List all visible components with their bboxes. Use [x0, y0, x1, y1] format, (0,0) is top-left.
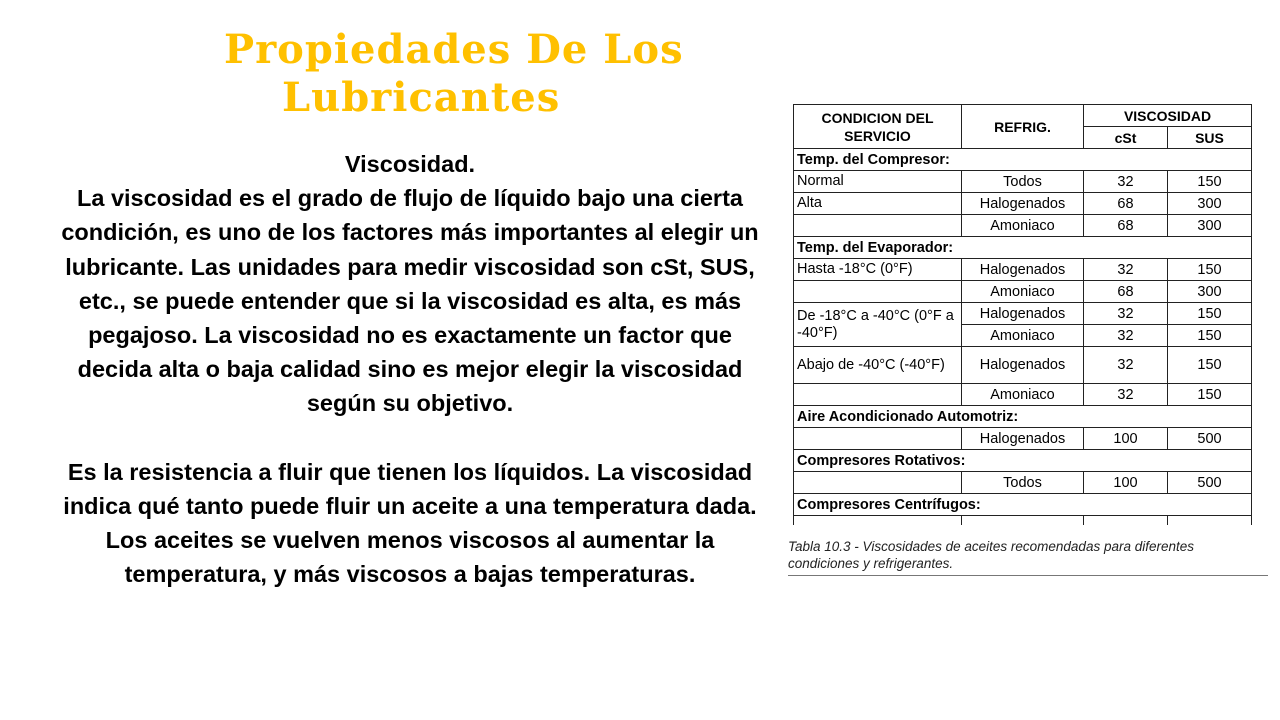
table-section-row: [794, 450, 1252, 472]
table-row: [794, 215, 1252, 237]
cell-condition: Normal: [794, 171, 962, 193]
cell-cst: 32: [1084, 303, 1168, 325]
cell-cst: 68: [1084, 281, 1168, 303]
cell-refrig: Todos: [962, 171, 1084, 193]
cell-refrig: Halogenados: [962, 347, 1084, 384]
section-compresor: Temp. del Compresor:: [794, 149, 1252, 171]
cell-sus: 150: [1168, 325, 1252, 347]
table-row: [794, 472, 1252, 494]
cell-sus: 150: [1168, 384, 1252, 406]
cell-sus: 150: [1168, 303, 1252, 325]
paragraph-gap: [48, 421, 772, 455]
cell-sus: 150: [1168, 259, 1252, 281]
cell-cst: 32: [1084, 259, 1168, 281]
table-caption: Tabla 10.3 - Viscosidades de aceites recomendadas para diferentes condiciones y refrigerantes.: [788, 538, 1268, 576]
cell-refrig: Amoniaco: [962, 281, 1084, 303]
cell-sus: 300: [1168, 193, 1252, 215]
table-row: [794, 428, 1252, 450]
slide-title-line-1: Propiedades De Los: [224, 26, 684, 73]
cell-sus: 150: [1168, 347, 1252, 384]
cell-condition-empty: [794, 472, 962, 494]
cell-condition: Abajo de -40°C (-40°F): [794, 347, 962, 384]
cell-refrig: Halogenados: [962, 428, 1084, 450]
table-row: [794, 303, 1252, 325]
cell-cst: 68: [1084, 215, 1168, 237]
cell-cst: 32: [1084, 384, 1168, 406]
cell-empty: [962, 516, 1084, 526]
section-rotativos: Compresores Rotativos:: [794, 450, 1252, 472]
cell-cst: 100: [1084, 428, 1168, 450]
table-section-row: [794, 149, 1252, 171]
cell-cst: 100: [1084, 472, 1168, 494]
cell-sus: 500: [1168, 428, 1252, 450]
header-sus: SUS: [1168, 127, 1252, 149]
body-text: [48, 147, 772, 591]
cell-condition: Hasta -18°C (0°F): [794, 259, 962, 281]
cell-refrig: Amoniaco: [962, 384, 1084, 406]
header-cst: cSt: [1084, 127, 1168, 149]
cell-condition: De -18°C a -40°C (0°F a -40°F): [794, 303, 962, 347]
cell-condition-empty: [794, 281, 962, 303]
slide-title: [224, 26, 744, 122]
section-aire: Aire Acondicionado Automotriz:: [794, 406, 1252, 428]
viscosity-paragraph-2: Es la resistencia a fluir que tienen los líquidos. La viscosidad indica qué tanto puede fluir un aceite a una temperatura dada. Los aceites se vuelven menos viscosos al aumentar la temperatura, y más viscosos a bajas temperaturas.: [63, 458, 757, 588]
table-section-row: [794, 406, 1252, 428]
table-section-row: [794, 237, 1252, 259]
cell-refrig: Todos: [962, 472, 1084, 494]
cell-condition-empty: [794, 384, 962, 406]
table-row: [794, 281, 1252, 303]
cell-condition: Alta: [794, 193, 962, 215]
cell-refrig: Halogenados: [962, 259, 1084, 281]
table-section-row: [794, 494, 1252, 516]
cell-cst: 32: [1084, 347, 1168, 384]
section-centrifugos: Compresores Centrífugos:: [794, 494, 1252, 516]
cell-condition-empty: [794, 215, 962, 237]
cell-empty: [1168, 516, 1252, 526]
cell-empty: [794, 516, 962, 526]
section-evaporador: Temp. del Evaporador:: [794, 237, 1252, 259]
cell-refrig: Halogenados: [962, 303, 1084, 325]
viscosity-heading: Viscosidad.: [344, 151, 476, 177]
table-row: [794, 347, 1252, 384]
header-condition: CONDICION DEL SERVICIO: [794, 105, 962, 149]
cell-sus: 150: [1168, 171, 1252, 193]
cell-sus: 500: [1168, 472, 1252, 494]
cell-sus: 300: [1168, 281, 1252, 303]
table-row: [794, 193, 1252, 215]
table-row: [794, 171, 1252, 193]
cell-refrig: Amoniaco: [962, 325, 1084, 347]
header-refrig: REFRIG.: [962, 105, 1084, 149]
table-row: [794, 384, 1252, 406]
cell-cst: 68: [1084, 193, 1168, 215]
cell-empty: [1084, 516, 1168, 526]
viscosity-table: [793, 104, 1252, 525]
table-header-row: [794, 105, 1252, 127]
viscosity-paragraph-1: La viscosidad es el grado de flujo de líquido bajo una cierta condición, es uno de los factores más importantes al elegir un lubricante. Las unidades para medir viscosidad son cSt, SUS, etc., se puede entender que si la viscosidad es alta, es más pegajoso. La viscosidad no es exactamente un factor que decida alta o baja calidad sino es mejor elegir la viscosidad según su objetivo.: [61, 185, 759, 417]
viscosity-table-container: [793, 104, 1251, 525]
cell-refrig: Halogenados: [962, 193, 1084, 215]
cell-sus: 300: [1168, 215, 1252, 237]
header-viscosity: VISCOSIDAD: [1084, 105, 1252, 127]
table-row-partial: [794, 516, 1252, 526]
cell-cst: 32: [1084, 171, 1168, 193]
cell-condition-empty: [794, 428, 962, 450]
cell-refrig: Amoniaco: [962, 215, 1084, 237]
cell-cst: 32: [1084, 325, 1168, 347]
slide-title-line-2: Lubricantes: [282, 74, 561, 121]
table-row: [794, 259, 1252, 281]
